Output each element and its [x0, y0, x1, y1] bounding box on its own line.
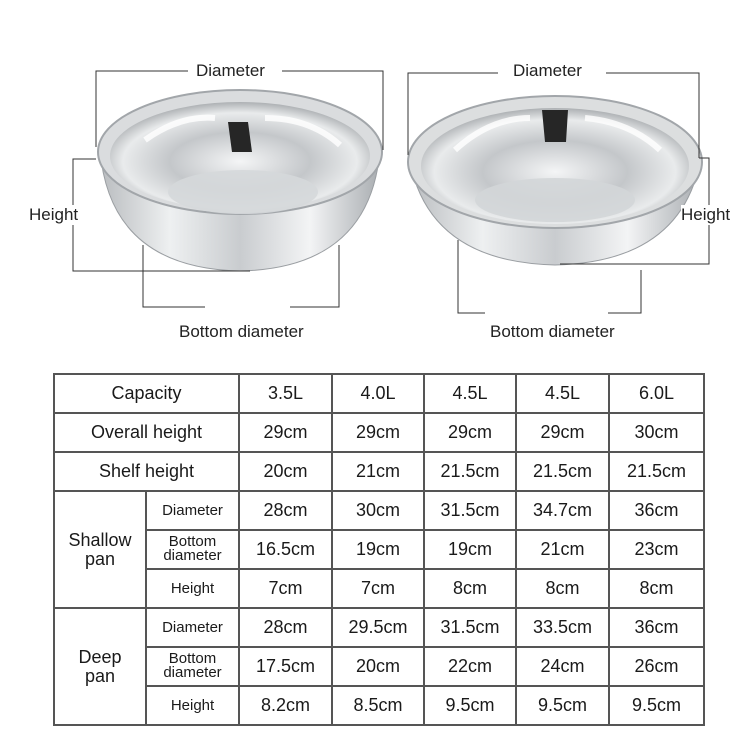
table-cell: 21.5cm	[424, 452, 516, 491]
table-cell: 36cm	[609, 608, 704, 647]
table-cell: 29cm	[239, 413, 332, 452]
table-cell: 7cm	[332, 569, 424, 608]
deep-height-label: Height	[681, 205, 731, 224]
table-cell: 31.5cm	[424, 491, 516, 530]
table-cell: 20cm	[239, 452, 332, 491]
shallow-diameter-label: Diameter	[196, 61, 265, 80]
overall-height-label: Overall height	[54, 413, 239, 452]
table-cell: 17.5cm	[239, 647, 332, 686]
table-cell: 28cm	[239, 491, 332, 530]
table-cell: 29cm	[424, 413, 516, 452]
table-row	[54, 647, 704, 686]
table-row	[54, 452, 704, 491]
table-cell: 8cm	[424, 569, 516, 608]
table-row	[54, 374, 704, 413]
table-cell: 4.5L	[424, 374, 516, 413]
table-row	[54, 608, 704, 647]
table-cell: 33.5cm	[516, 608, 609, 647]
table-cell: 36cm	[609, 491, 704, 530]
table-row	[54, 413, 704, 452]
deep-diameter-row-label: Diameter	[146, 608, 239, 647]
deep-bottom-row-label	[146, 647, 239, 686]
table-cell: 31.5cm	[424, 608, 516, 647]
deep-pan-text: Deep pan	[78, 646, 122, 686]
table-row	[54, 569, 704, 608]
table-cell: 16.5cm	[239, 530, 332, 569]
shallow-bowl-image	[98, 90, 382, 271]
shallow-pan-text: Shallow pan	[68, 529, 132, 569]
dimension-diagram	[0, 0, 750, 350]
deep-bowl-image	[408, 96, 702, 265]
table-cell: 8cm	[516, 569, 609, 608]
table-cell: 8.2cm	[239, 686, 332, 725]
table-cell: 28cm	[239, 608, 332, 647]
table-cell: 21.5cm	[516, 452, 609, 491]
shallow-bottom-row-label	[146, 530, 239, 569]
table-row	[54, 686, 704, 725]
table-cell: 8cm	[609, 569, 704, 608]
shallow-diameter-row-label: Diameter	[146, 491, 239, 530]
shallow-height-row-label: Height	[146, 569, 239, 608]
shallow-bottom-diameter-label: Bottom diameter	[179, 322, 304, 341]
shallow-pan-group-label	[54, 491, 146, 608]
table-cell: 21cm	[332, 452, 424, 491]
table-cell: 20cm	[332, 647, 424, 686]
deep-height-row-label: Height	[146, 686, 239, 725]
table-cell: 34.7cm	[516, 491, 609, 530]
table-cell: 24cm	[516, 647, 609, 686]
shallow-bottom-text: Bottom diameter	[163, 533, 222, 565]
table-cell: 6.0L	[609, 374, 704, 413]
table-cell: 9.5cm	[424, 686, 516, 725]
bowls-illustration	[0, 0, 750, 350]
table-cell: 30cm	[609, 413, 704, 452]
capacity-label: Capacity	[54, 374, 239, 413]
table-cell: 23cm	[609, 530, 704, 569]
table-cell: 21.5cm	[609, 452, 704, 491]
table-cell: 29cm	[332, 413, 424, 452]
table-cell: 9.5cm	[516, 686, 609, 725]
table-row	[54, 491, 704, 530]
table-cell: 4.0L	[332, 374, 424, 413]
table-cell: 29.5cm	[332, 608, 424, 647]
table-cell: 30cm	[332, 491, 424, 530]
table-cell: 19cm	[332, 530, 424, 569]
deep-diameter-label: Diameter	[513, 61, 582, 80]
spec-table	[53, 373, 705, 726]
table-cell: 26cm	[609, 647, 704, 686]
deep-bottom-diameter-label: Bottom diameter	[490, 322, 615, 341]
table-cell: 29cm	[516, 413, 609, 452]
table-row	[54, 530, 704, 569]
shallow-height-label: Height	[29, 205, 79, 224]
table-cell: 3.5L	[239, 374, 332, 413]
shelf-height-label: Shelf height	[54, 452, 239, 491]
table-cell: 9.5cm	[609, 686, 704, 725]
table-cell: 22cm	[424, 647, 516, 686]
table-cell: 19cm	[424, 530, 516, 569]
deep-pan-group-label	[54, 608, 146, 725]
table-cell: 21cm	[516, 530, 609, 569]
deep-bottom-text: Bottom diameter	[163, 650, 222, 682]
table-cell: 7cm	[239, 569, 332, 608]
table-cell: 4.5L	[516, 374, 609, 413]
table-cell: 8.5cm	[332, 686, 424, 725]
